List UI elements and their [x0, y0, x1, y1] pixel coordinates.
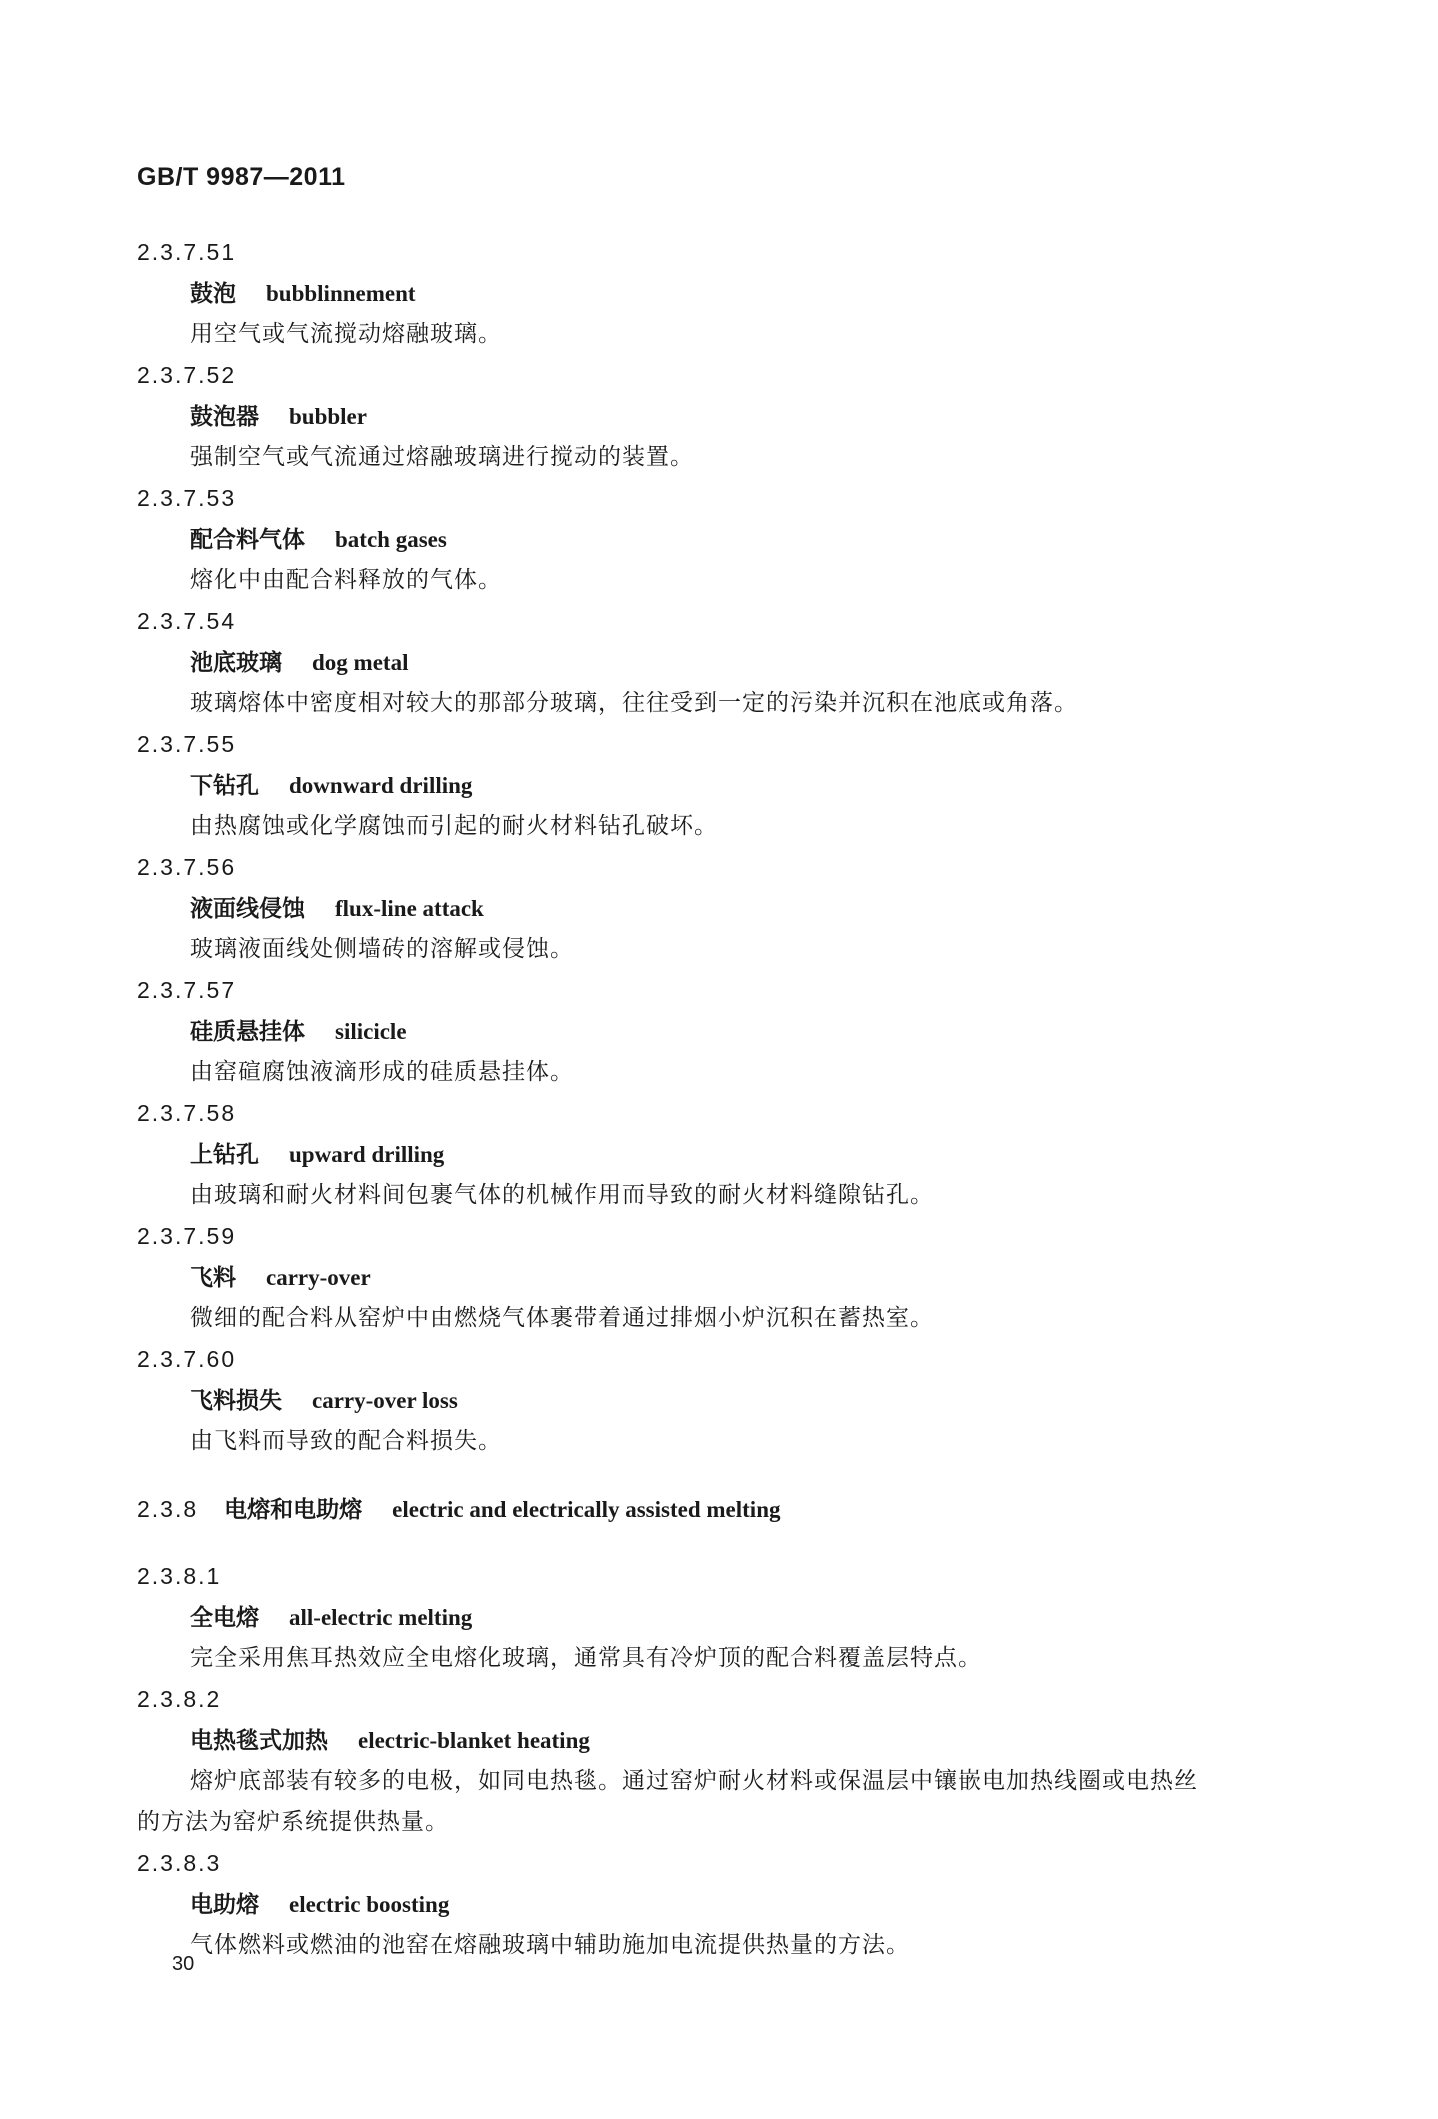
- entry-term: [0, 519, 1438, 560]
- term-zh: 上钻孔: [190, 1141, 259, 1168]
- entry-number: 2.3.7.56: [137, 854, 237, 880]
- section-number: 2.3.8: [137, 1496, 199, 1522]
- entry-number: 2.3.7.52: [137, 362, 237, 388]
- term-en: flux-line attack: [335, 896, 484, 921]
- entry-definition: 由热腐蚀或化学腐蚀而引起的耐火材料钻孔破坏。: [190, 813, 718, 839]
- entry-number: 2.3.8.2: [137, 1686, 222, 1712]
- section-heading: [0, 1478, 1438, 1540]
- entry-number: 2.3.7.55: [137, 731, 237, 757]
- term-en: carry-over: [266, 1265, 371, 1290]
- entry-number: 2.3.7.57: [137, 977, 237, 1003]
- term-zh: 飞料损失: [190, 1387, 282, 1414]
- term-zh: 全电熔: [190, 1604, 259, 1631]
- entry-number: 2.3.7.53: [137, 485, 237, 511]
- term-en: downward drilling: [289, 773, 473, 798]
- section-title-en: electric and electrically assisted melting: [392, 1497, 781, 1522]
- term-en: all-electric melting: [289, 1605, 473, 1630]
- entry-definition: 用空气或气流搅动熔融玻璃。: [190, 321, 502, 347]
- entry-term: [0, 1011, 1438, 1052]
- term-zh: 池底玻璃: [190, 649, 282, 676]
- entry-term: [0, 273, 1438, 314]
- term-zh: 硅质悬挂体: [190, 1018, 305, 1045]
- entry-term: [0, 888, 1438, 929]
- term-zh: 飞料: [190, 1264, 236, 1291]
- term-en: bubblinnement: [266, 281, 416, 306]
- term-zh: 鼓泡: [190, 280, 236, 307]
- page-number: 30: [172, 1953, 195, 1975]
- entry-definition: 完全采用焦耳热效应全电熔化玻璃，通常具有冷炉顶的配合料覆盖层特点。: [190, 1645, 982, 1671]
- section-title-zh: 电熔和电助熔: [224, 1496, 363, 1523]
- term-zh: 配合料气体: [190, 526, 305, 553]
- entry-term: [0, 1134, 1438, 1175]
- entry-definition: 由飞料而导致的配合料损失。: [190, 1428, 502, 1454]
- entries-group-2-3-7: [0, 232, 1438, 1462]
- term-zh: 电热毯式加热: [190, 1727, 328, 1754]
- term-en: electric-blanket heating: [358, 1728, 590, 1753]
- entry-definition: 熔化中由配合料释放的气体。: [190, 567, 502, 593]
- standard-code: GB/T 9987—2011: [137, 163, 346, 191]
- entry-term: [0, 396, 1438, 437]
- entry-definition: 微细的配合料从窑炉中由燃烧气体裹带着通过排烟小炉沉积在蓄热室。: [190, 1305, 934, 1331]
- term-en: electric boosting: [289, 1892, 450, 1917]
- term-en: batch gases: [335, 527, 447, 552]
- term-zh: 液面线侵蚀: [190, 895, 305, 922]
- entry-definition: 的方法为窑炉系统提供热量。: [137, 1809, 449, 1835]
- entry-number: 2.3.8.3: [137, 1850, 222, 1876]
- spacer: [0, 1462, 1438, 1478]
- entry-definition: 由窑碹腐蚀液滴形成的硅质悬挂体。: [190, 1059, 574, 1085]
- term-en: bubbler: [289, 404, 367, 429]
- entry-number: 2.3.7.51: [137, 239, 237, 265]
- term-entries: [0, 232, 1438, 1966]
- entries-group-2-3-8: [0, 1556, 1438, 1966]
- entry-definition: 玻璃液面线处侧墙砖的溶解或侵蚀。: [190, 936, 574, 962]
- entry-definition: 熔炉底部装有较多的电极，如同电热毯。通过窑炉耐火材料或保温层中镶嵌电加热线圈或电热丝: [190, 1768, 1198, 1794]
- entry-term: [0, 1720, 1438, 1761]
- entry-number: 2.3.7.54: [137, 608, 237, 634]
- entry-definition: 由玻璃和耐火材料间包裹气体的机械作用而导致的耐火材料缝隙钻孔。: [190, 1182, 934, 1208]
- entry-number: 2.3.7.58: [137, 1100, 237, 1126]
- term-zh: 下钻孔: [190, 772, 259, 799]
- term-en: dog metal: [312, 650, 409, 675]
- term-en: upward drilling: [289, 1142, 445, 1167]
- entry-term: [0, 1380, 1438, 1421]
- entry-number: 2.3.7.60: [137, 1346, 237, 1372]
- entry-definition: 玻璃熔体中密度相对较大的那部分玻璃，往往受到一定的污染并沉积在池底或角落。: [190, 690, 1078, 716]
- entry-definition: 气体燃料或燃油的池窑在熔融玻璃中辅助施加电流提供热量的方法。: [190, 1932, 910, 1958]
- spacer: [0, 1540, 1438, 1556]
- entry-number: 2.3.8.1: [137, 1563, 222, 1589]
- term-zh: 电助熔: [190, 1891, 259, 1918]
- term-en: carry-over loss: [312, 1388, 458, 1413]
- term-en: silicicle: [335, 1019, 407, 1044]
- term-zh: 鼓泡器: [190, 403, 259, 430]
- entry-definition: 强制空气或气流通过熔融玻璃进行搅动的装置。: [190, 444, 694, 470]
- entry-number: 2.3.7.59: [137, 1223, 237, 1249]
- entry-term: [0, 1884, 1438, 1925]
- entry-term: [0, 1257, 1438, 1298]
- entry-term: [0, 1597, 1438, 1638]
- entry-term: [0, 765, 1438, 806]
- entry-term: [0, 642, 1438, 683]
